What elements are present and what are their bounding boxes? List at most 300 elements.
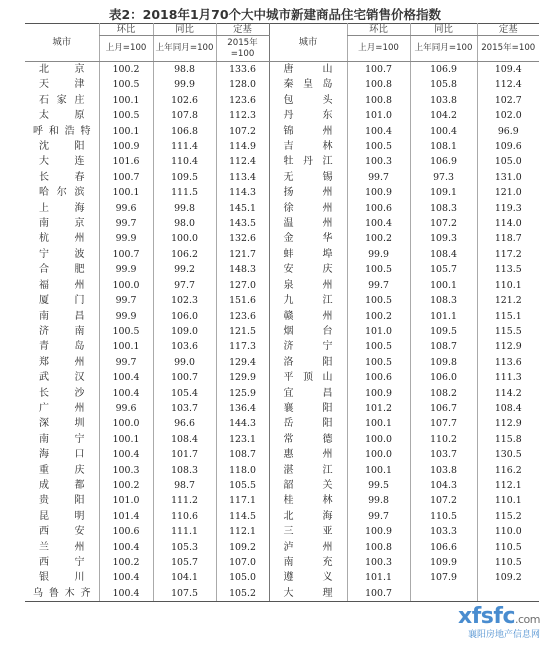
cell-base-left: 128.0 [216,77,269,92]
cell-mom-left: 100.5 [99,108,153,123]
cell-mom-left: 100.6 [99,524,153,539]
cell-mom-left: 99.7 [99,293,153,308]
header-base-right: 定基 [477,24,539,36]
cell-mom-right: 100.5 [347,262,410,277]
cell-base-right: 115.1 [477,309,539,324]
cell-yoy-right: 103.8 [410,463,477,478]
cell-city-right: 安庆 [269,262,347,277]
cell-city-right: 大理 [269,586,347,602]
cell-base-left: 105.5 [216,478,269,493]
cell-mom-right: 99.7 [347,278,410,293]
table-row [25,355,539,370]
cell-mom-right: 100.9 [347,185,410,200]
cell-base-right: 116.2 [477,463,539,478]
cell-mom-left: 99.9 [99,231,153,246]
cell-yoy-right: 97.3 [410,170,477,185]
table-row [25,231,539,246]
cell-base-right: 110.0 [477,524,539,539]
cell-city-right: 秦皇岛 [269,77,347,92]
table-row [25,463,539,478]
cell-mom-right: 100.2 [347,309,410,324]
table-row [25,416,539,431]
table-row [25,293,539,308]
cell-base-right: 114.2 [477,386,539,401]
cell-city-left: 长春 [39,171,85,183]
cell-mom-left: 100.5 [99,324,153,339]
cell-city-right: 韶关 [269,478,347,493]
cell-base-right: 108.4 [477,401,539,416]
table-row [25,586,539,602]
cell-city-left: 深圳 [39,418,85,430]
table-row [25,124,539,139]
cell-yoy-right: 106.7 [410,401,477,416]
cell-city-right: 三亚 [269,524,347,539]
cell-yoy-right: 103.7 [410,447,477,462]
cell-city-right: 徐州 [269,201,347,216]
cell-base-right: 110.5 [477,555,539,570]
cell-city-left: 青岛 [39,341,85,353]
cell-mom-left: 100.1 [99,93,153,108]
table-row [25,108,539,123]
table-row [25,309,539,324]
cell-mom-right: 100.5 [347,293,410,308]
watermark [458,604,540,640]
cell-mom-left: 100.7 [99,247,153,262]
cell-base-right: 113.6 [477,355,539,370]
cell-yoy-left: 109.0 [153,324,216,339]
cell-yoy-right: 108.7 [410,339,477,354]
cell-mom-right: 100.3 [347,154,410,169]
table-row [25,447,539,462]
cell-yoy-left: 98.0 [153,216,216,231]
cell-city-left: 海口 [39,449,85,461]
cell-base-right: 110.1 [477,278,539,293]
header-city-left: 城市 [25,24,99,62]
cell-mom-left: 100.3 [99,463,153,478]
cell-city-right: 温州 [269,216,347,231]
cell-city-left: 北京 [39,64,85,75]
cell-yoy-right: 105.7 [410,262,477,277]
cell-yoy-right: 101.1 [410,309,477,324]
cell-mom-right: 100.1 [347,416,410,431]
watermark-subtitle: 襄阳房地产信息网 [467,630,540,640]
table-row [25,509,539,524]
cell-city-left: 石家庄 [39,94,85,106]
table-row [25,262,539,277]
cell-yoy-right: 109.1 [410,185,477,200]
table-row [25,339,539,354]
cell-mom-right: 100.0 [347,447,410,462]
cell-yoy-right: 108.3 [410,293,477,308]
cell-mom-left: 100.7 [99,170,153,185]
table-row [25,540,539,555]
cell-yoy-left: 98.8 [153,62,216,78]
cell-base-left: 118.0 [216,463,269,478]
table-row [25,370,539,385]
cell-base-left: 143.5 [216,216,269,231]
cell-city-right: 牡丹江 [269,154,347,169]
cell-city-right: 洛阳 [269,355,347,370]
cell-yoy-right: 103.8 [410,93,477,108]
cell-mom-right: 100.7 [347,62,410,78]
cell-base-right: 112.4 [477,77,539,92]
cell-yoy-right: 108.1 [410,139,477,154]
cell-yoy-left: 102.6 [153,93,216,108]
cell-yoy-left: 103.6 [153,339,216,354]
cell-yoy-left: 99.8 [153,201,216,216]
cell-mom-right: 100.9 [347,524,410,539]
cell-yoy-right: 108.2 [410,386,477,401]
cell-mom-right: 100.1 [347,463,410,478]
cell-city-right: 宜昌 [269,386,347,401]
cell-mom-left: 99.9 [99,309,153,324]
cell-mom-right: 100.2 [347,231,410,246]
cell-city-right: 遵义 [269,570,347,585]
cell-base-left: 123.1 [216,432,269,447]
cell-mom-left: 100.4 [99,370,153,385]
cell-yoy-right: 106.9 [410,62,477,78]
cell-yoy-right: 106.0 [410,370,477,385]
cell-yoy-left: 111.1 [153,524,216,539]
cell-yoy-left: 102.3 [153,293,216,308]
cell-city-left: 南京 [39,218,85,230]
cell-city-left: 济南 [39,325,85,337]
cell-base-right [477,586,539,602]
cell-mom-right: 99.5 [347,478,410,493]
cell-mom-right: 101.0 [347,108,410,123]
table-row [25,401,539,416]
cell-base-left: 107.2 [216,124,269,139]
cell-city-left: 郑州 [39,356,85,368]
cell-base-left: 117.1 [216,493,269,508]
cell-yoy-left: 104.1 [153,570,216,585]
cell-base-right: 115.5 [477,324,539,339]
cell-base-left: 108.7 [216,447,269,462]
cell-city-right: 泸州 [269,540,347,555]
cell-mom-left: 99.7 [99,216,153,231]
cell-base-left: 123.6 [216,309,269,324]
cell-yoy-left: 109.5 [153,170,216,185]
cell-city-right: 济宁 [269,339,347,354]
cell-base-left: 121.7 [216,247,269,262]
cell-city-right: 扬州 [269,185,347,200]
cell-base-left: 117.3 [216,339,269,354]
cell-mom-right: 101.0 [347,324,410,339]
cell-mom-left: 100.2 [99,555,153,570]
cell-yoy-left: 108.4 [153,432,216,447]
cell-mom-left: 100.4 [99,586,153,602]
cell-city-right: 赣州 [269,309,347,324]
cell-city-right: 岳阳 [269,416,347,431]
cell-mom-left: 101.0 [99,493,153,508]
cell-city-right: 北海 [269,509,347,524]
cell-yoy-right: 104.2 [410,108,477,123]
cell-yoy-right: 107.7 [410,416,477,431]
cell-city-left: 西宁 [39,557,85,568]
cell-base-right: 119.3 [477,201,539,216]
cell-city-right: 平顶山 [269,370,347,385]
cell-mom-right: 99.7 [347,509,410,524]
cell-base-left: 125.9 [216,386,269,401]
cell-base-left: 132.6 [216,231,269,246]
cell-yoy-left: 97.7 [153,278,216,293]
cell-city-right: 泉州 [269,278,347,293]
cell-city-left: 呼和浩特 [33,125,91,137]
cell-base-right: 102.0 [477,108,539,123]
cell-yoy-left: 105.7 [153,555,216,570]
cell-mom-left: 101.4 [99,509,153,524]
cell-city-left: 武汉 [39,372,85,384]
cell-city-left: 天津 [39,79,85,91]
cell-mom-right: 99.7 [347,170,410,185]
cell-yoy-left: 106.0 [153,309,216,324]
cell-base-left: 136.4 [216,401,269,416]
cell-city-left: 银川 [39,572,85,584]
subheader-base-left: 2015年=100 [216,36,269,62]
cell-yoy-right: 104.3 [410,478,477,493]
cell-base-left: 144.3 [216,416,269,431]
cell-city-right: 九江 [269,293,347,308]
cell-city-left: 昆明 [39,510,85,522]
cell-base-right: 118.7 [477,231,539,246]
cell-yoy-right: 109.3 [410,231,477,246]
table-row [25,247,539,262]
cell-base-left: 148.3 [216,262,269,277]
cell-city-left: 兰州 [39,541,85,553]
cell-yoy-right: 109.5 [410,324,477,339]
cell-yoy-left: 100.7 [153,370,216,385]
cell-city-right: 襄阳 [269,401,347,416]
cell-mom-left: 100.4 [99,540,153,555]
cell-city-left: 沈阳 [39,141,85,153]
cell-city-left: 宁波 [39,248,85,260]
cell-mom-right: 100.9 [347,386,410,401]
cell-base-right: 110.5 [477,540,539,555]
cell-city-left: 杭州 [39,233,85,245]
header-mom-left: 环比 [99,24,153,36]
cell-base-left: 114.3 [216,185,269,200]
table-row [25,201,539,216]
cell-yoy-left: 106.2 [153,247,216,262]
header-yoy-left: 同比 [153,24,216,36]
cell-city-left: 南宁 [39,433,85,445]
cell-mom-left: 101.6 [99,154,153,169]
table-row [25,185,539,200]
header-yoy-right: 同比 [410,24,477,36]
cell-city-right: 金华 [269,231,347,246]
cell-yoy-right: 106.9 [410,154,477,169]
cell-yoy-right: 108.3 [410,201,477,216]
cell-yoy-left: 111.5 [153,185,216,200]
cell-yoy-right: 106.6 [410,540,477,555]
cell-yoy-left: 103.7 [153,401,216,416]
cell-mom-left: 100.1 [99,339,153,354]
cell-base-right: 115.2 [477,509,539,524]
cell-base-left: 105.0 [216,570,269,585]
cell-base-right: 96.9 [477,124,539,139]
cell-mom-right: 100.5 [347,355,410,370]
cell-yoy-left: 98.7 [153,478,216,493]
watermark-logo-suffix: .com [515,613,540,626]
price-index-table [25,23,539,602]
cell-base-right: 121.0 [477,185,539,200]
cell-mom-right: 101.1 [347,570,410,585]
cell-base-right: 112.9 [477,339,539,354]
table-row [25,93,539,108]
cell-mom-left: 100.1 [99,185,153,200]
cell-mom-left: 99.6 [99,201,153,216]
cell-mom-left: 100.1 [99,432,153,447]
cell-base-right: 114.0 [477,216,539,231]
cell-yoy-left: 108.3 [153,463,216,478]
cell-yoy-right: 109.8 [410,355,477,370]
cell-city-left: 西安 [39,526,85,538]
cell-yoy-left: 99.2 [153,262,216,277]
table-row [25,139,539,154]
cell-yoy-left: 100.0 [153,231,216,246]
subheader-base-right: 2015年=100 [477,36,539,62]
header-base-left: 定基 [216,24,269,36]
cell-mom-left: 100.4 [99,386,153,401]
table-row [25,324,539,339]
cell-mom-right: 100.7 [347,586,410,602]
cell-base-left: 107.0 [216,555,269,570]
cell-mom-left: 100.0 [99,416,153,431]
table-body [25,62,539,602]
cell-base-left: 112.4 [216,154,269,169]
cell-base-right: 117.2 [477,247,539,262]
table-title: 表2：2018年1月70个大中城市新建商品住宅销售价格指数 [108,7,442,22]
cell-city-right: 包头 [269,93,347,108]
cell-city-right: 桂林 [269,493,347,508]
cell-city-right: 唐山 [269,62,347,78]
cell-base-left: 145.1 [216,201,269,216]
cell-mom-left: 100.1 [99,124,153,139]
cell-yoy-right: 110.5 [410,509,477,524]
cell-city-right: 烟台 [269,324,347,339]
cell-base-right: 105.0 [477,154,539,169]
table-row [25,555,539,570]
cell-yoy-left: 110.6 [153,509,216,524]
cell-yoy-right: 110.2 [410,432,477,447]
cell-city-left: 贵阳 [39,495,85,507]
cell-yoy-left: 101.7 [153,447,216,462]
cell-yoy-right: 108.4 [410,247,477,262]
cell-base-right: 121.2 [477,293,539,308]
cell-base-right: 112.1 [477,478,539,493]
cell-mom-left: 100.4 [99,570,153,585]
cell-yoy-right: 103.3 [410,524,477,539]
subheader-mom-right: 上月=100 [347,36,410,62]
cell-yoy-left: 110.4 [153,154,216,169]
table-row [25,478,539,493]
cell-mom-left: 100.5 [99,77,153,92]
cell-yoy-right: 105.8 [410,77,477,92]
cell-mom-right: 100.6 [347,201,410,216]
cell-base-left: 127.0 [216,278,269,293]
cell-base-left: 114.9 [216,139,269,154]
cell-base-right: 109.2 [477,570,539,585]
cell-base-right: 110.1 [477,493,539,508]
cell-city-left: 上海 [39,202,85,214]
cell-base-left: 123.6 [216,93,269,108]
cell-city-right: 无锡 [269,170,347,185]
cell-city-right: 蚌埠 [269,247,347,262]
table-row [25,278,539,293]
cell-city-left: 南昌 [39,310,85,322]
cell-city-right: 南充 [269,555,347,570]
cell-mom-left: 99.9 [99,262,153,277]
cell-base-right: 115.8 [477,432,539,447]
cell-base-left: 113.4 [216,170,269,185]
cell-mom-left: 100.2 [99,478,153,493]
cell-base-right: 109.4 [477,62,539,78]
cell-city-left: 合肥 [39,264,85,276]
cell-yoy-left: 105.3 [153,540,216,555]
cell-city-right: 惠州 [269,447,347,462]
cell-mom-right: 100.4 [347,124,410,139]
cell-mom-right: 100.0 [347,432,410,447]
cell-city-left: 成都 [39,479,85,491]
cell-yoy-right: 107.9 [410,570,477,585]
cell-base-right: 113.5 [477,262,539,277]
cell-mom-left: 100.9 [99,139,153,154]
table-row [25,170,539,185]
cell-mom-right: 101.2 [347,401,410,416]
table-row [25,524,539,539]
cell-yoy-left: 111.4 [153,139,216,154]
cell-base-right: 112.9 [477,416,539,431]
cell-yoy-left: 111.2 [153,493,216,508]
cell-yoy-left: 99.9 [153,77,216,92]
cell-base-left: 109.2 [216,540,269,555]
cell-city-right: 吉林 [269,139,347,154]
cell-yoy-left: 107.5 [153,586,216,602]
table-row [25,62,539,78]
cell-mom-left: 99.7 [99,355,153,370]
cell-city-left: 乌鲁木齐 [25,586,99,602]
table-row [25,570,539,585]
cell-base-left: 133.6 [216,62,269,78]
cell-base-left: 105.2 [216,586,269,602]
cell-base-left: 112.3 [216,108,269,123]
cell-mom-right: 100.8 [347,93,410,108]
cell-mom-right: 100.8 [347,77,410,92]
cell-base-right: 102.7 [477,93,539,108]
cell-city-right: 丹东 [269,108,347,123]
cell-city-left: 长沙 [39,387,85,399]
cell-city-left: 太原 [39,110,85,122]
table-row [25,216,539,231]
cell-base-left: 121.5 [216,324,269,339]
cell-yoy-left: 99.0 [153,355,216,370]
cell-yoy-right: 109.9 [410,555,477,570]
cell-base-right: 130.5 [477,447,539,462]
cell-mom-right: 100.5 [347,339,410,354]
table-row [25,432,539,447]
cell-city-left: 重庆 [39,464,85,476]
cell-base-left: 129.4 [216,355,269,370]
cell-city-left: 广州 [39,402,85,414]
table-row [25,154,539,169]
cell-mom-right: 100.5 [347,139,410,154]
cell-base-left: 129.9 [216,370,269,385]
table-row [25,493,539,508]
cell-mom-left: 100.4 [99,447,153,462]
cell-base-right: 111.3 [477,370,539,385]
cell-yoy-right: 107.2 [410,216,477,231]
cell-base-left: 151.6 [216,293,269,308]
